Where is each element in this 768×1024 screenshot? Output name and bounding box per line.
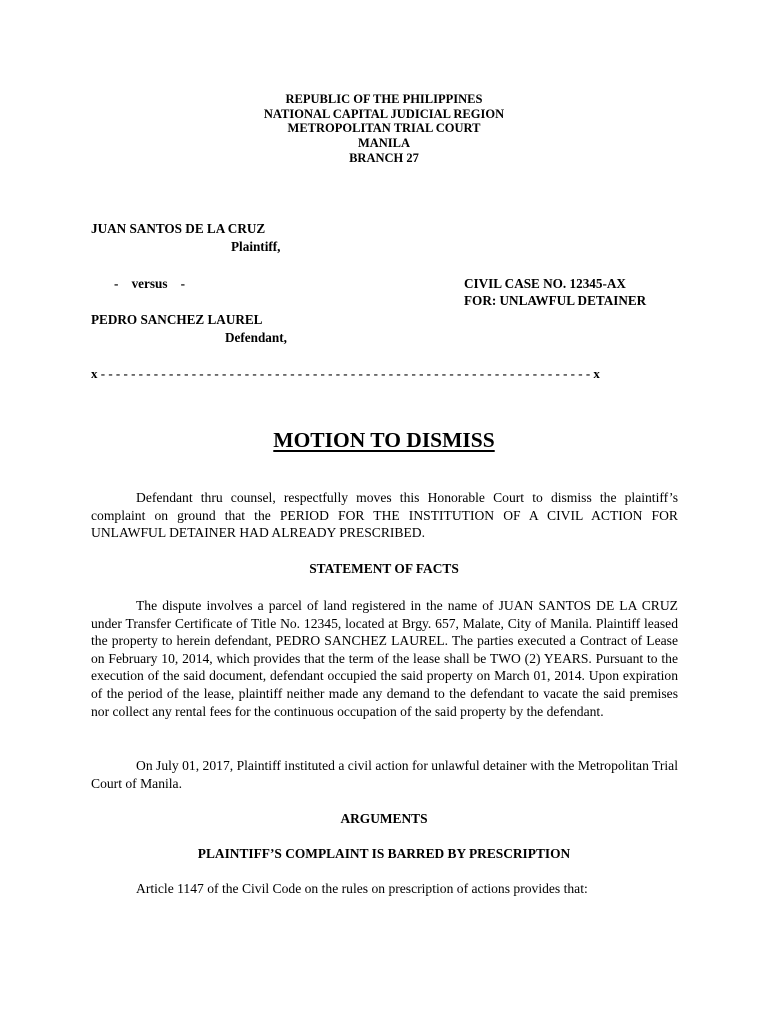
document-title-text: MOTION TO DISMISS [273,428,495,452]
article-paragraph: Article 1147 of the Civil Code on the rules on prescription of actions provides that: [136,881,588,896]
header-city: MANILA [357,136,411,151]
intro-paragraph: Defendant thru counsel, respectfully moves this Honorable Court to dismiss the plaintiff’s complaint on ground that the PERIOD FOR THE INSTITUTION OF A CIVIL ACTION FOR UNLAWFUL DETAINER HAD ALREADY PRESCRIBED. [91,490,678,541]
defendant-name: PEDRO SANCHEZ LAUREL [91,312,263,327]
facts-paragraph-2: On July 01, 2017, Plaintiff instituted a civil action for unlawful detainer with the Metropolitan Trial Court of Manila. [91,758,678,791]
defendant-label: Defendant, [225,330,287,345]
court-header [0,92,768,166]
plaintiff-label: Plaintiff, [231,239,281,254]
header-republic: REPUBLIC OF THE PHILIPPINES [285,92,483,106]
facts-paragraph-1: The dispute involves a parcel of land registered in the name of JUAN SANTOS DE LA CRUZ under Transfer Certificate of Title No. 12345, located at Brgy. 657, Malate, City of Manila. Plaintiff leased the property to herein defendant, PEDRO SANCHEZ LAUREL. The parties executed a Contract of Lease on February 10, 2014, which provides that the term of the lease shall be TWO (2) YEARS. Pursuant to the execution of the said document, defendant occupied the said property on March 01, 2014. Upon expiration of the period of the lease, plaintiff neither made any demand to the defendant to vacate the said premises nor collect any rental fees for the continuous occupation of the said property by the defendant. [91,598,678,719]
header-court: METROPOLITAN TRIAL COURT [287,121,481,136]
header-branch: BRANCH 27 [349,150,419,165]
civil-case-number: CIVIL CASE NO. 12345-AX [464,276,626,291]
plaintiff-name: JUAN SANTOS DE LA CRUZ [91,221,266,236]
document-title [0,428,768,453]
arguments-heading: ARGUMENTS [340,811,428,826]
argument-subheading: PLAINTIFF’S COMPLAINT IS BARRED BY PRESCRIPTION [197,846,571,861]
header-region: NATIONAL CAPITAL JUDICIAL REGION [263,106,505,121]
case-nature: FOR: UNLAWFUL DETAINER [464,293,647,308]
statement-of-facts-heading: STATEMENT OF FACTS [309,561,459,576]
versus-label: - versus - [114,276,186,291]
caption-separator: x - - - - - - - - - - - - - - - - - - - - - - - - - - - - - - - - - - - - - - - - - - - - - - - - - - - - - - - - - - - - - - - - - x [91,366,600,381]
